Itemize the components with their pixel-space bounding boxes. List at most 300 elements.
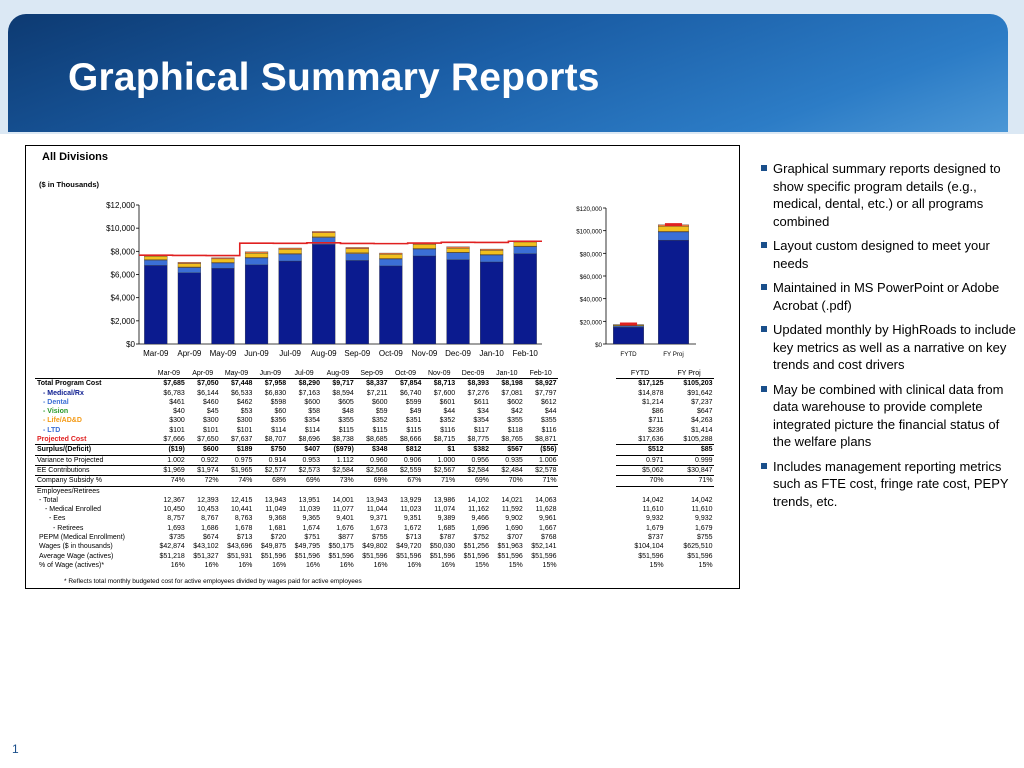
table-row [35, 389, 714, 398]
table-cell: $605 [338, 398, 354, 406]
table-cell: $600 [372, 398, 388, 406]
table-cell: $189 [220, 445, 254, 455]
table-cell: 70% [490, 476, 524, 486]
table-cell: 69% [456, 476, 490, 486]
x-tick-label: Dec-09 [445, 349, 471, 358]
row-label: Projected Cost [37, 436, 87, 444]
table-cell: $17,125 [616, 379, 665, 389]
table-cell: $104,104 [634, 543, 664, 551]
y-tick-label: $4,000 [110, 293, 135, 303]
column-header: FY Proj [665, 369, 714, 379]
table-cell: $51,596 [531, 552, 557, 560]
table-cell: $51,596 [362, 552, 388, 560]
bullet-text: Graphical summary reports designed to show specific program details (e.g., medical, dental, etc.) or all programs combined [773, 161, 1001, 229]
monthly-stacked-chart [106, 201, 542, 358]
table-cell: 1,686 [201, 524, 219, 532]
table-cell: $625,510 [683, 543, 713, 551]
table-cell: 69% [287, 476, 321, 486]
table-cell: $7,163 [298, 389, 320, 397]
table-cell: 11,592 [501, 506, 523, 514]
column-header: Apr-09 [186, 369, 220, 379]
column-header: Feb-10 [524, 369, 558, 379]
table-cell: 0.960 [355, 455, 389, 465]
slide-title: Graphical Summary Reports [68, 56, 600, 99]
table-cell: $300 [169, 417, 185, 425]
table-cell: 11,162 [468, 506, 489, 514]
table-cell: $787 [439, 534, 456, 542]
table-cell: $7,797 [535, 389, 557, 397]
table-cell: $236 [647, 426, 664, 434]
table-cell: 9,371 [370, 515, 388, 523]
table-cell: $348 [355, 445, 389, 455]
table-cell: $51,596 [429, 552, 456, 560]
bar-segment-medical [144, 265, 167, 344]
column-header: Jan-10 [490, 369, 524, 379]
table-cell: $51,596 [260, 552, 287, 560]
table-cell: $44 [544, 408, 557, 416]
table-cell: $752 [473, 534, 489, 542]
table-cell: $40 [173, 408, 185, 416]
table-cell: 11,610 [691, 506, 713, 514]
y-tick-label: $100,000 [576, 228, 602, 236]
table-cell: $768 [540, 534, 557, 542]
table-cell: $59 [375, 408, 388, 416]
table-cell: $7,958 [253, 379, 287, 389]
table-cell: 13,943 [366, 496, 388, 504]
table-cell: $735 [169, 534, 185, 542]
table-cell: 16% [305, 561, 320, 569]
table-row [35, 561, 714, 570]
y-tick-label: $0 [126, 340, 135, 349]
table-cell: $462 [236, 398, 253, 406]
bar-segment-medical [279, 261, 302, 344]
bar-segment-dental [447, 253, 470, 260]
table-cell [616, 486, 665, 496]
table-cell: $351 [405, 417, 422, 425]
table-cell: 9,902 [505, 515, 523, 523]
y-tick-label: $8,000 [110, 247, 135, 257]
table-cell: $50,030 [429, 543, 456, 551]
table-cell: $51,218 [159, 552, 185, 560]
bullet-item [760, 279, 1016, 314]
table-cell: 71% [665, 476, 714, 486]
table-cell: $751 [304, 534, 320, 542]
table-cell: $7,685 [152, 379, 186, 389]
y-tick-label: $2,000 [110, 316, 135, 326]
table-cell: 8,757 [167, 515, 185, 523]
table-cell [321, 486, 355, 496]
table-cell: $750 [253, 445, 287, 455]
table-cell: $2,578 [524, 465, 558, 475]
table-cell: 0.956 [456, 455, 490, 465]
table-cell: 1,681 [268, 524, 287, 532]
table-cell: $2,584 [456, 465, 490, 475]
table-cell: $460 [203, 398, 219, 406]
y-tick-label: $80,000 [579, 251, 602, 259]
table-cell: $8,871 [535, 436, 557, 444]
table-cell: 14,063 [535, 496, 557, 504]
table-cell: $1,974 [186, 465, 220, 475]
table-cell: $602 [507, 398, 523, 406]
table-cell: $512 [616, 445, 665, 455]
table-cell: $49,875 [260, 543, 287, 551]
table-cell: $48 [342, 408, 354, 416]
table-cell: 1,678 [234, 524, 253, 532]
table-cell: $117 [473, 426, 489, 434]
bullet-item [760, 160, 1016, 230]
table-cell: $8,198 [490, 379, 524, 389]
table-cell: 0.971 [616, 455, 665, 465]
square-bullet-icon [761, 284, 767, 290]
table-cell: $8,666 [399, 436, 422, 444]
table-cell: 16% [339, 561, 354, 569]
table-cell: $51,256 [463, 543, 489, 551]
table-cell: $6,740 [399, 389, 422, 397]
table-cell: 15% [542, 561, 557, 569]
table-cell: $7,081 [501, 389, 523, 397]
table-cell: $356 [270, 417, 287, 425]
table-cell: 0.953 [287, 455, 321, 465]
table-cell: $407 [287, 445, 321, 455]
table-cell: 11,023 [400, 506, 422, 514]
table-cell: $7,854 [389, 379, 423, 389]
table-cell [287, 486, 321, 496]
table-cell: 11,044 [366, 506, 388, 514]
table-cell: $7,600 [433, 389, 456, 397]
table-cell: $42,874 [159, 543, 185, 551]
table-cell: 14,102 [467, 496, 489, 504]
table-cell: $755 [372, 534, 388, 542]
table-cell: 1.112 [321, 455, 355, 465]
x-tick-label: May-09 [209, 349, 237, 358]
table-cell: $8,337 [355, 379, 389, 389]
table-cell: 9,368 [268, 515, 287, 523]
table-cell: $2,573 [287, 465, 321, 475]
table-cell: $707 [507, 534, 523, 542]
bar-segment-ltd [312, 231, 335, 232]
square-bullet-icon [761, 242, 767, 248]
table-cell: $300 [203, 417, 219, 425]
table-cell: 1,674 [302, 524, 320, 532]
table-cell: 71% [422, 476, 456, 486]
table-row [35, 407, 714, 416]
bar-segment-dental [346, 254, 369, 261]
table-cell: $1,969 [152, 465, 186, 475]
table-row [35, 426, 714, 435]
table-cell: $9,717 [321, 379, 355, 389]
table-cell: 9,466 [471, 515, 489, 523]
table-cell: 13,986 [433, 496, 456, 504]
bar-segment-medical [346, 260, 369, 344]
table-cell: 0.975 [220, 455, 254, 465]
table-cell [253, 486, 287, 496]
bullet-text: Maintained in MS PowerPoint or Adobe Acrobat (.pdf) [773, 280, 1000, 313]
table-cell: $51,931 [227, 552, 253, 560]
row-label: - Total [39, 496, 58, 504]
table-cell: 16% [441, 561, 456, 569]
table-cell: 9,401 [336, 515, 354, 523]
table-row [35, 514, 714, 523]
table-cell: $6,783 [163, 389, 185, 397]
table-cell: $711 [648, 417, 664, 425]
table-cell: $720 [270, 534, 287, 542]
table-cell: 11,628 [535, 506, 557, 514]
table-cell: $6,533 [230, 389, 253, 397]
table-cell: $51,596 [396, 552, 422, 560]
table-cell: 1.006 [524, 455, 558, 465]
table-cell: $461 [169, 398, 185, 406]
bar-segment-medical [212, 268, 235, 344]
table-cell [186, 486, 220, 496]
table-cell: $2,568 [355, 465, 389, 475]
table-cell: 70% [616, 476, 665, 486]
report-units: ($ in Thousands) [39, 180, 99, 189]
table-cell: $1,214 [642, 398, 664, 406]
table-cell: 12,415 [230, 496, 253, 504]
y-tick-label: $10,000 [106, 224, 135, 234]
table-cell: $8,685 [366, 436, 388, 444]
table-cell: $1,414 [691, 426, 713, 434]
table-cell: $42 [511, 408, 523, 416]
bar-segment-dental [658, 232, 689, 240]
table-cell: 13,951 [298, 496, 320, 504]
bullet-text: Layout custom designed to meet your needs [773, 238, 990, 271]
table-cell: $115 [406, 426, 422, 434]
table-cell: $49,795 [294, 543, 320, 551]
table-cell: ($56) [524, 445, 558, 455]
square-bullet-icon [761, 463, 767, 469]
row-label: PEPM (Medical Enrollment) [39, 534, 125, 542]
slide-number: 1 [12, 742, 19, 756]
bar-segment-life [144, 256, 167, 259]
table-cell: 1.002 [152, 455, 186, 465]
column-header: Jul-09 [287, 369, 321, 379]
table-cell: $34 [477, 408, 489, 416]
table-cell: $118 [507, 426, 523, 434]
row-label: Average Wage (actives) [39, 552, 114, 560]
table-cell: $51,327 [193, 552, 219, 560]
table-cell: 1,667 [539, 524, 557, 532]
square-bullet-icon [761, 165, 767, 171]
table-cell: $116 [440, 426, 456, 434]
table-cell: $8,738 [332, 436, 354, 444]
table-cell: 14,001 [332, 496, 354, 504]
table-cell: $355 [540, 417, 557, 425]
table-cell: $8,707 [264, 436, 287, 444]
x-tick-label: Mar-09 [143, 349, 169, 358]
table-cell: $8,594 [332, 389, 354, 397]
bullet-item [760, 237, 1016, 272]
x-tick-label: Sep-09 [344, 349, 371, 358]
bar-segment-ltd [447, 247, 470, 248]
table-cell: $567 [490, 445, 524, 455]
bar-segment-dental [514, 247, 537, 254]
table-cell: $85 [665, 445, 714, 455]
table-cell: $115 [338, 426, 354, 434]
table-cell: 12,393 [197, 496, 219, 504]
table-cell: 11,610 [642, 506, 664, 514]
table-cell: $7,050 [186, 379, 220, 389]
table-cell: 16% [407, 561, 422, 569]
table-cell: $114 [304, 426, 320, 434]
table-cell: 1,679 [695, 524, 713, 532]
table-row [35, 398, 714, 407]
table-cell: 15% [474, 561, 489, 569]
table-cell: 0.906 [389, 455, 423, 465]
table-cell: $105,288 [683, 436, 713, 444]
row-label: Employees/Retirees [35, 486, 152, 496]
table-cell: ($979) [321, 445, 355, 455]
table-cell: $7,211 [366, 389, 388, 397]
x-tick-label: Jul-09 [279, 349, 302, 358]
row-label: Variance to Projected [35, 455, 152, 465]
table-cell: $612 [540, 398, 557, 406]
bar-segment-medical [447, 260, 470, 344]
table-cell: $8,715 [433, 436, 456, 444]
table-cell: $43,102 [193, 543, 219, 551]
report-panel [25, 145, 740, 589]
table-cell: 15% [649, 561, 664, 569]
y-tick-label: $120,000 [576, 206, 602, 213]
square-bullet-icon [761, 326, 767, 332]
table-cell: $7,276 [467, 389, 489, 397]
y-tick-label: $60,000 [579, 274, 602, 281]
row-label: % of Wage (actives)* [39, 561, 105, 569]
table-cell: $114 [271, 426, 287, 434]
table-cell: 1,690 [505, 524, 523, 532]
table-cell: $2,559 [389, 465, 423, 475]
bar-segment-ltd [279, 248, 302, 249]
bar-segment-life [480, 250, 503, 254]
table-cell: 14,042 [691, 496, 713, 504]
bar-segment-dental [212, 263, 235, 268]
x-tick-label: FYTD [620, 351, 637, 358]
table-cell: $51,596 [638, 552, 664, 560]
y-tick-label: $0 [595, 342, 602, 349]
column-header: May-09 [220, 369, 254, 379]
table-cell: $8,927 [524, 379, 558, 389]
table-cell: 67% [389, 476, 423, 486]
table-cell: $355 [507, 417, 523, 425]
x-tick-label: Aug-09 [310, 349, 337, 358]
table-cell: $30,847 [665, 465, 714, 475]
table-cell: $7,650 [197, 436, 219, 444]
square-bullet-icon [761, 386, 767, 392]
table-cell: $44 [443, 408, 456, 416]
bar-segment-life [514, 242, 537, 246]
x-tick-label: Oct-09 [378, 349, 403, 358]
table-cell: $49,720 [396, 543, 422, 551]
table-cell: $354 [304, 417, 320, 425]
table-cell: $600 [304, 398, 320, 406]
bullet-text: Updated monthly by HighRoads to include key metrics as well as a narrative on key trends and cost drivers [773, 322, 1016, 372]
table-cell: 9,389 [437, 515, 456, 523]
table-cell: 0.914 [253, 455, 287, 465]
x-tick-label: Feb-10 [512, 349, 538, 358]
bullet-text: Includes management reporting metrics such as FTE cost, fringe rate cost, PEPY trends, etc. [773, 458, 1009, 509]
table-cell: $14,878 [638, 389, 664, 397]
table-cell: $611 [473, 398, 489, 406]
table-cell: 11,074 [434, 506, 456, 514]
row-label: - Dental [43, 398, 69, 406]
table-cell: $116 [541, 426, 557, 434]
column-header: Jun-09 [253, 369, 287, 379]
table-cell: $2,584 [321, 465, 355, 475]
row-label: - Ees [49, 515, 66, 523]
bar-segment-life [658, 226, 689, 231]
table-cell: 13,943 [264, 496, 287, 504]
table-row [35, 496, 714, 505]
table-cell: 72% [186, 476, 220, 486]
table-cell: 11,049 [265, 506, 287, 514]
table-cell: $7,237 [691, 398, 713, 406]
table-cell: $352 [439, 417, 456, 425]
table-row [35, 524, 714, 533]
table-cell: $51,596 [497, 552, 523, 560]
row-label: - Medical/Rx [43, 389, 84, 397]
bullet-item [760, 321, 1016, 374]
table-cell: 9,351 [403, 515, 422, 523]
row-label: - Retirees [53, 524, 84, 532]
table-cell: $50,175 [328, 543, 354, 551]
row-label: - Medical Enrolled [45, 506, 102, 514]
column-header: FYTD [616, 369, 665, 379]
bar-segment-life [245, 253, 268, 257]
row-label: EE Contributions [35, 465, 152, 475]
table-cell: $354 [473, 417, 489, 425]
table-cell: $8,765 [501, 436, 523, 444]
bar-segment-dental [480, 255, 503, 262]
x-tick-label: Jun-09 [244, 349, 269, 358]
table-cell: 74% [220, 476, 254, 486]
row-label: - Life/AD&D [43, 417, 82, 425]
table-cell: $115 [372, 426, 388, 434]
bar-segment-ltd [480, 249, 503, 250]
table-cell: 1,693 [167, 524, 185, 532]
table-cell: $5,062 [616, 465, 665, 475]
table-cell: 16% [170, 561, 185, 569]
table-row [35, 455, 714, 465]
table-cell: $8,393 [456, 379, 490, 389]
column-header: Mar-09 [152, 369, 186, 379]
table-cell: $1,965 [220, 465, 254, 475]
row-label: Surplus/(Deficit) [35, 445, 152, 455]
bar-segment-dental [178, 268, 201, 273]
table-cell: $352 [372, 417, 388, 425]
table-cell: 0.922 [186, 455, 220, 465]
bar-segment-life [212, 259, 235, 262]
table-row [35, 465, 714, 475]
table-cell: $7,448 [220, 379, 254, 389]
bar-segment-dental [279, 254, 302, 261]
bar-segment-medical [658, 240, 689, 344]
table-cell: $8,696 [298, 436, 320, 444]
bar-segment-medical [413, 256, 436, 344]
table-cell: $6,830 [264, 389, 287, 397]
table-row [35, 435, 714, 445]
table-cell: 8,767 [201, 515, 219, 523]
table-cell: 1,685 [437, 524, 456, 532]
table-cell: 0.935 [490, 455, 524, 465]
table-cell: 1,673 [370, 524, 388, 532]
table-cell: $101 [169, 426, 185, 434]
report-table [35, 369, 714, 570]
table-cell: 16% [204, 561, 219, 569]
table-cell: $599 [405, 398, 422, 406]
column-header: Aug-09 [321, 369, 355, 379]
table-cell: 74% [152, 476, 186, 486]
row-label: - Vision [43, 408, 69, 416]
